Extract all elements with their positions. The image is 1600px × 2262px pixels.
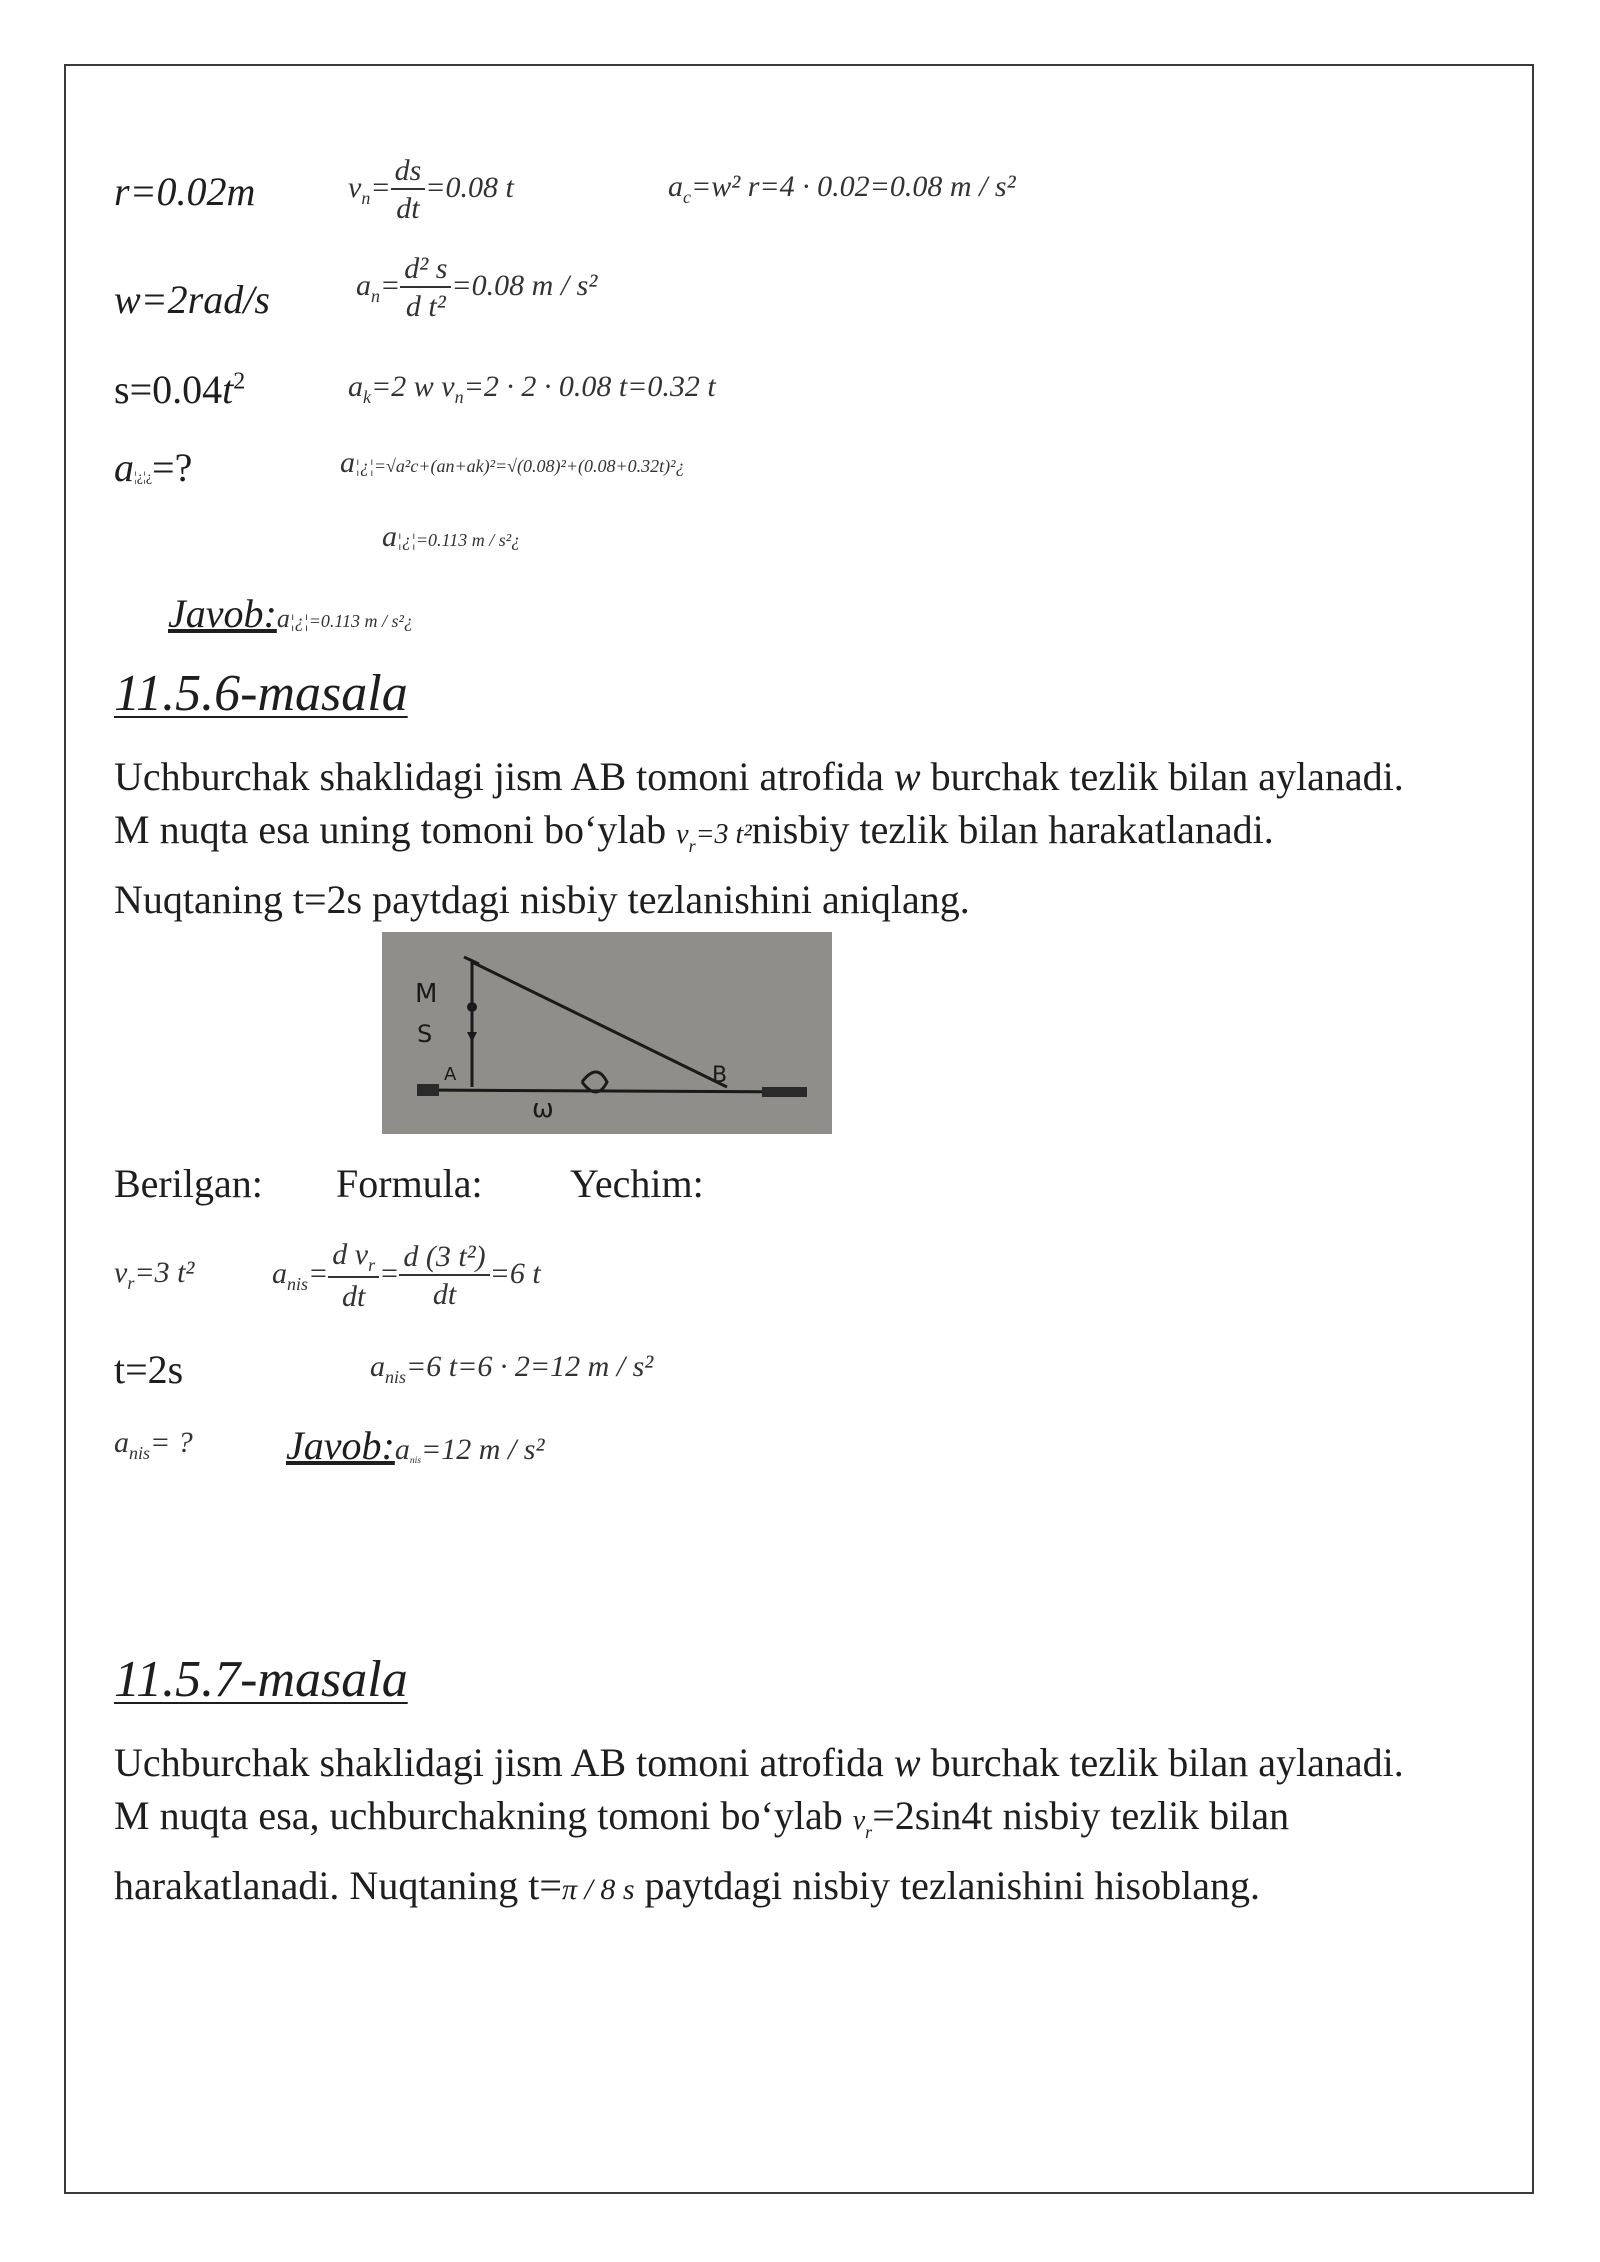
figure-label-m: M [415, 979, 438, 1009]
given-a-unknown: a¦¿¦¿=? [114, 445, 193, 490]
formula-a-abs-result: a¦¿¦=0.113 m / s²¿ [382, 520, 521, 553]
formula-a-abs: a¦¿¦=√a²c+(an+ak)²=√(0.08)²+(0.08+0.32t)²¿ [340, 446, 685, 479]
triangle-figure-drawing [382, 932, 832, 1134]
formula-anis: $a_{nis}=$ $\frac{d v_r}{dt}$ = $\frac{\text{d (3 t²)}}{dt}$ =6 t [272, 1238, 541, 1313]
given-r: r=0.02m [114, 169, 256, 214]
col-formula: Formula: [336, 1161, 483, 1206]
figure-label-b: B [712, 1063, 728, 1088]
formula-vn: $v_n=$ $\frac{ds}{dt}$ =0.08 t [348, 154, 514, 225]
formula-ac: $a_c=w^2$ r=4 · 0.02=0.08 m / s² [668, 170, 1016, 207]
given-s: $s=0.04t^2$ [114, 367, 246, 412]
answer-prev: Javob:a¦¿¦=0.113 m / s²¿ [168, 591, 413, 636]
figure-label-omega: ω [532, 1094, 554, 1124]
heading-11-5-7: 11.5.7-masala [114, 1651, 408, 1708]
problem-1156-text: Uchburchak shaklidagi jism AB tomoni atrofida w burchak tezlik bilan aylanadi. M nuqta esa uning tomoni bo‘ylab $v_r=3$ t²nisbiy tezlik bilan harakatlanadi. Nuqtaning t=2s paytdagi nisbiy tezlanishini aniqlang. [114, 754, 1404, 922]
given-vr: $v_r=3$ t² [114, 1256, 195, 1293]
given-anis-unknown: $a_{nis}=$ ? [114, 1426, 193, 1463]
solution-anis: $a_{nis}=6$ t=6 · 2=12 m / s² [370, 1350, 654, 1387]
figure-label-s: S [417, 1020, 433, 1048]
col-solution: Yechim: [570, 1161, 704, 1206]
given-t: t=2s [114, 1347, 184, 1392]
heading-11-5-6: 11.5.6-masala [114, 665, 408, 722]
problem-1157-text: Uchburchak shaklidagi jism AB tomoni atrofida w burchak tezlik bilan aylanadi. M nuqta esa, uchburchakning tomoni bo‘ylab $v_r=2\sin 4t$ nisbiy tezlik bilan harakatlanadi. Nuqtaning t=π / 8 s paytdagi nisbiy tezlanishini hisoblang. [114, 1740, 1404, 1908]
formula-ak: $a_k=2$ w $v_n=2 \cdot 2 \cdot 0.08$ t=0.32 t [348, 370, 716, 407]
figure-label-a: A [444, 1064, 457, 1085]
given-w: w=2rad/s [114, 277, 270, 322]
col-given: Berilgan: [114, 1161, 263, 1206]
formula-an: $a_n=$ $\frac{\text{d² s}}{\text{d t²}}$ =0.08 m / s² [356, 252, 598, 323]
answer-1156: $Javob:a_{nis}=12$ m / s² [286, 1423, 545, 1468]
triangle-figure [382, 932, 832, 1134]
